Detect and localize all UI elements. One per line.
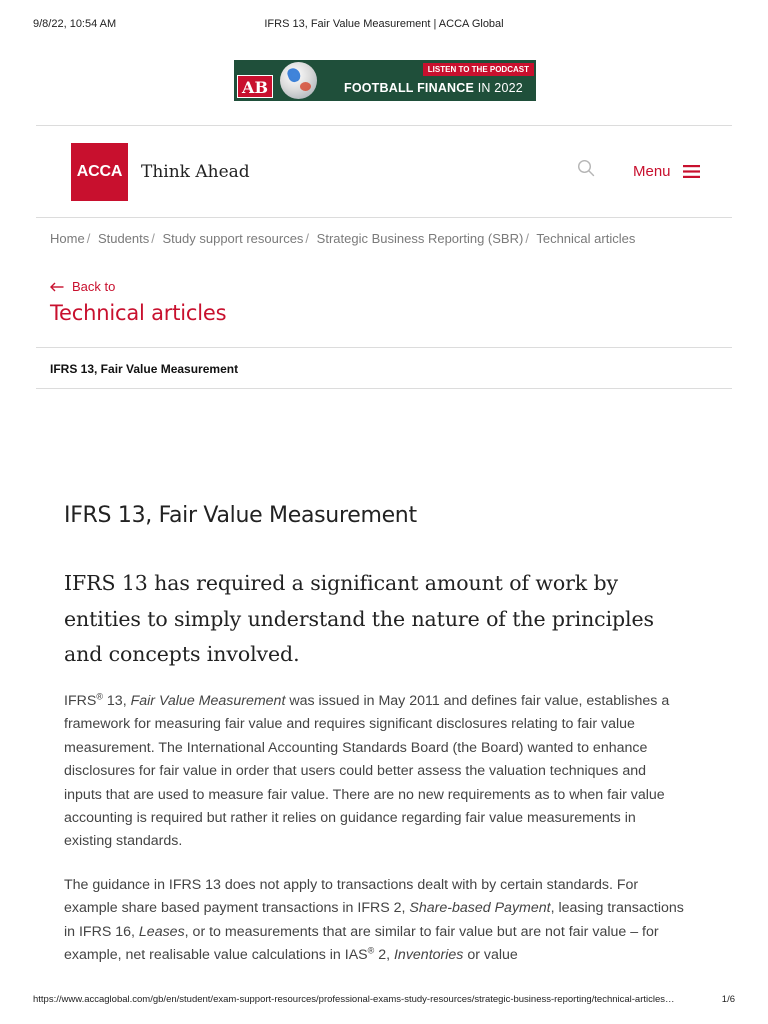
back-link[interactable] — [50, 279, 115, 294]
text: IFRS — [64, 693, 97, 709]
divider — [36, 125, 732, 126]
emphasis: Inventories — [393, 947, 464, 964]
divider — [36, 388, 732, 389]
divider — [36, 217, 732, 218]
print-url: https://www.accaglobal.com/gb/en/student/exam-support-resources/professional-exams-study-resources/strategic-business-reporting/technical-articles… — [33, 994, 675, 1005]
emphasis: Share-based Payment — [409, 900, 551, 917]
current-page-title: IFRS 13, Fair Value Measurement — [50, 362, 239, 376]
section-title-link[interactable]: Technical articles — [50, 301, 227, 325]
banner-headline-year: IN 2022 — [477, 81, 523, 95]
text: , leasing transactions in IFRS 16, — [64, 900, 684, 940]
text: , or to measurements that are similar to fair value but are not fair value – for example, net realisable value calculations in IAS — [64, 923, 659, 964]
menu-button[interactable]: Menu — [633, 163, 671, 180]
arrow-left-icon — [50, 282, 64, 292]
emphasis: Leases — [138, 923, 185, 940]
banner-headline — [344, 81, 523, 95]
acca-logo[interactable]: ACCA — [71, 143, 128, 201]
emphasis: Fair Value Measurement — [130, 693, 286, 709]
search-icon[interactable] — [577, 159, 595, 177]
text: 13, — [102, 693, 131, 709]
hamburger-icon[interactable] — [683, 164, 700, 179]
text: The guidance in IFRS 13 does not apply to transactions dealt with by certain standards. For example share based payment transactions in IFRS 2, — [64, 877, 639, 917]
breadcrumb-students[interactable]: Students — [97, 231, 150, 246]
tagline: Think Ahead — [141, 162, 250, 182]
banner-headline-main: FOOTBALL FINANCE — [344, 81, 475, 95]
back-link-label: Back to — [72, 279, 116, 294]
breadcrumb-separator: / — [525, 231, 529, 246]
registered-mark: ® — [96, 691, 103, 702]
breadcrumb-separator: / — [86, 231, 91, 246]
print-date: 9/8/22, 10:54 AM — [33, 18, 117, 30]
podcast-banner[interactable] — [234, 60, 536, 101]
breadcrumb-study-support[interactable]: Study support resources — [162, 231, 304, 246]
text: or value — [463, 947, 518, 964]
football-image — [280, 62, 317, 99]
divider — [36, 347, 732, 348]
article-paragraph — [64, 690, 684, 854]
print-header — [33, 18, 735, 32]
registered-mark: ® — [367, 945, 375, 956]
breadcrumb-sbr[interactable]: Strategic Business Reporting (SBR) — [316, 231, 524, 246]
print-title: IFRS 13, Fair Value Measurement | ACCA Global — [264, 18, 504, 30]
breadcrumb-separator: / — [305, 231, 310, 246]
breadcrumb-separator: / — [151, 231, 155, 246]
breadcrumb-home[interactable]: Home — [50, 231, 85, 246]
banner-cta[interactable]: LISTEN TO THE PODCAST — [423, 63, 534, 76]
banner-brand: AB — [237, 75, 273, 98]
breadcrumb — [50, 231, 635, 246]
print-page-number: 1/6 — [721, 994, 735, 1005]
text: was issued in May 2011 and defines fair value, establishes a framework for measuring fair value and requires significant disclosures relating to fair value measurement. The International Accounting Standards Board (the Board) wanted to enhance disclosures for fair value in order that users could better assess the valuation techniques and inputs that are used to measure fair value. There are no new requirements as to when fair value accounting is required but rather it relies on guidance regarding fair value measurements in existing standards. — [64, 693, 670, 850]
article-paragraph — [64, 874, 684, 968]
breadcrumb-technical-articles[interactable]: Technical articles — [536, 231, 636, 246]
article-lead: IFRS 13 has required a significant amount of work by entities to simply understand the nature of the principles and concepts involved. — [64, 571, 654, 666]
article-title: IFRS 13, Fair Value Measurement — [64, 503, 417, 528]
text: 2, — [374, 947, 394, 964]
